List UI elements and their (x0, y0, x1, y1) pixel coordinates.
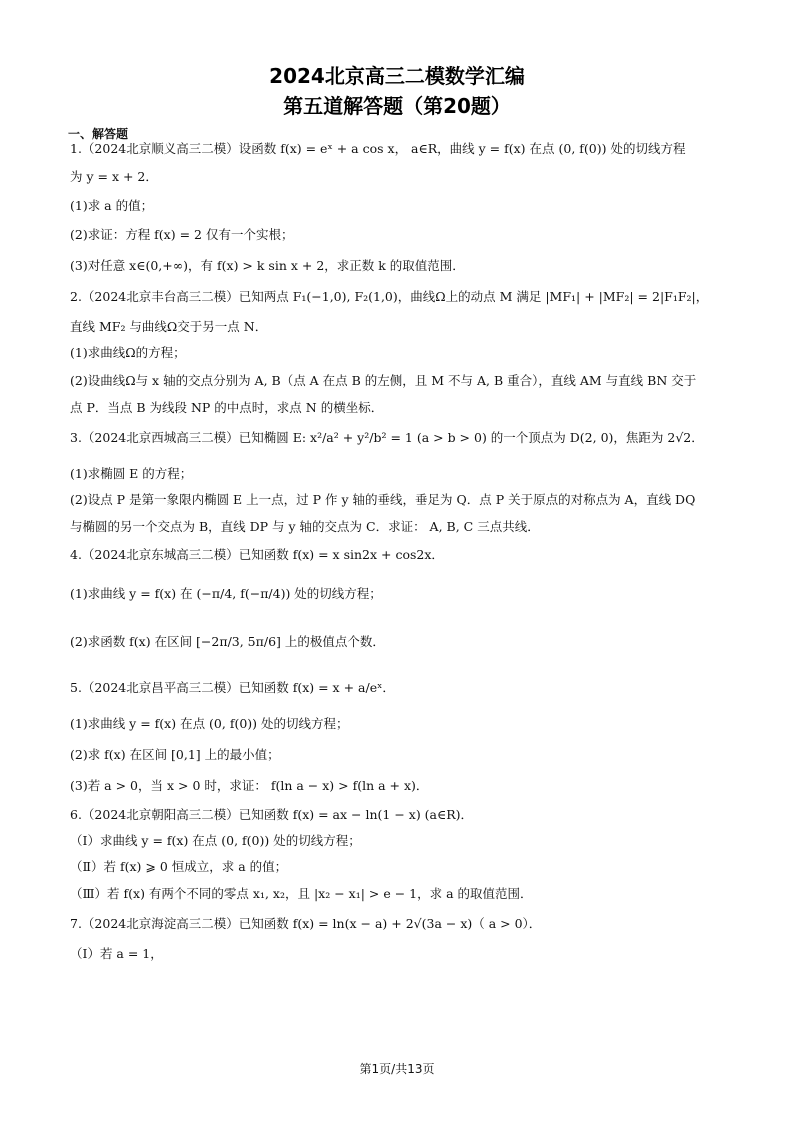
problem-line: 7.（2024北京海淀高三二模）已知函数 f(x) = ln(x − a) + 2√(3a − x)（ a > 0）． (70, 916, 542, 931)
problem-line: 4.（2024北京东城高三二模）已知函数 f(x) = x sin2x + cos2x． (70, 547, 444, 562)
page-title: 2024北京高三二模数学汇编 (269, 64, 525, 88)
problem-line: 为 y = x + 2． (70, 169, 158, 184)
problem-line: （Ⅰ）求曲线 y = f(x) 在点 (0, f(0)) 处的切线方程； (70, 833, 361, 848)
problem-line: 点 P．当点 B 为线段 NP 的中点时，求点 N 的横坐标． (70, 400, 384, 415)
problem-line: (2)求函数 f(x) 在区间 [−2π/3, 5π/6] 上的极值点个数． (70, 634, 385, 649)
problem-line: (2)求证：方程 f(x) = 2 仅有一个实根； (70, 227, 294, 242)
problem-line: 2.（2024北京丰台高三二模）已知两点 F₁(−1,0), F₂(1,0)，曲线Ω上的动点 M 满足 |MF₁| + |MF₂| = 2|F₁F₂|， (70, 289, 709, 304)
problem-line: 直线 MF₂ 与曲线Ω交于另一点 N． (70, 319, 268, 334)
section-heading: 一、解答题 (68, 127, 129, 141)
problem-line: 5.（2024北京昌平高三二模）已知函数 f(x) = x + a/eˣ． (70, 680, 395, 695)
problem-line: (2)设曲线Ω与 x 轴的交点分别为 A, B（点 A 在点 B 的左侧，且 M 不与 A, B 重合），直线 AM 与直线 BN 交于 (70, 373, 697, 388)
page-footer: 第1页/共13页 (359, 1062, 435, 1076)
page-subtitle: 第五道解答题（第20题） (283, 94, 511, 118)
problem-line: （Ⅲ）若 f(x) 有两个不同的零点 x₁, x₂，且 |x₂ − x₁| > e − 1，求 a 的取值范围． (70, 886, 533, 901)
problem-line: (1)求曲线 y = f(x) 在点 (0, f(0)) 处的切线方程； (70, 716, 349, 731)
problem-line: 1.（2024北京顺义高三二模）设函数 f(x) = eˣ + a cos x， a∈R，曲线 y = f(x) 在点 (0, f(0)) 处的切线方程 (70, 141, 686, 156)
problem-line: (2)求 f(x) 在区间 [0,1] 上的最小值； (70, 747, 280, 762)
problem-line: (1)求 a 的值； (70, 198, 154, 213)
problem-line: （Ⅱ）若 f(x) ⩾ 0 恒成立，求 a 的值； (70, 859, 288, 874)
problem-line: (3)对任意 x∈(0,+∞)，有 f(x) > k sin x + 2，求正数 k 的取值范围． (70, 258, 465, 273)
problem-line: （Ⅰ）若 a = 1， (70, 946, 163, 961)
problem-line: (1)求椭圆 E 的方程； (70, 466, 193, 481)
problem-line: (2)设点 P 是第一象限内椭圆 E 上一点，过 P 作 y 轴的垂线，垂足为 Q．点 P 关于原点的对称点为 A，直线 DQ (70, 492, 696, 507)
problem-line: (1)求曲线 y = f(x) 在 (−π/4, f(−π/4)) 处的切线方程； (70, 586, 382, 601)
problem-line: (1)求曲线Ω的方程； (70, 345, 186, 360)
problem-line: 与椭圆的另一个交点为 B，直线 DP 与 y 轴的交点为 C．求证： A, B, C 三点共线． (70, 519, 540, 534)
problem-line: 6.（2024北京朝阳高三二模）已知函数 f(x) = ax − ln(1 − x) (a∈R)． (70, 807, 474, 822)
problem-line: 3.（2024北京西城高三二模）已知椭圆 E: x²/a² + y²/b² = 1 (a > b > 0) 的一个顶点为 D(2, 0)，焦距为 2√2． (70, 430, 704, 445)
problem-line: (3)若 a > 0，当 x > 0 时，求证： f(ln a − x) > f(ln a + x)． (70, 778, 429, 793)
